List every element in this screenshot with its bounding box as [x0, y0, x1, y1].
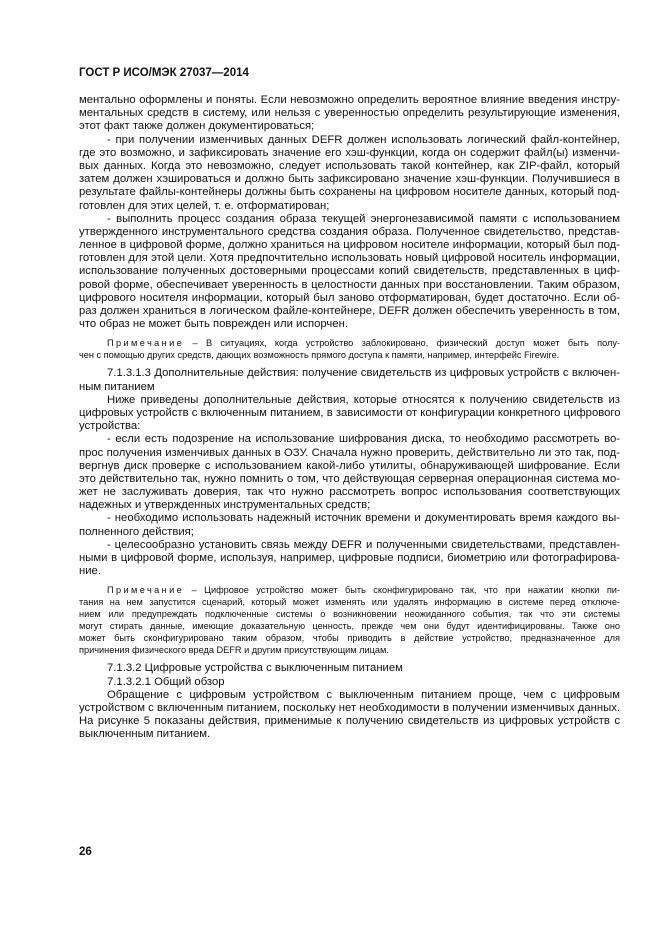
text-line: жет не заслуживать доверия, так что нужно рассмотреть вопрос использования соответствующих — [79, 486, 620, 499]
text-line: - выполнить процесс создания образа текущей энергонезависимой памяти с использованием — [107, 212, 620, 225]
text-line: затем должен хэшироваться и должно быть зафиксировано значение хэш-функции. Получившиеся в — [79, 173, 620, 186]
paragraph — [79, 676, 620, 689]
paragraph — [79, 512, 620, 538]
text-line: 7.1.3.2.1 Общий обзор — [107, 675, 225, 688]
paragraph — [79, 394, 620, 434]
text-line: - необходимо использовать надежный источник времени и документировать время каждого вы- — [107, 512, 620, 525]
text-line: вергнув диск проверке с использованием какой-либо утилиты, обнаруживающей шифрование. Если — [79, 459, 620, 472]
note-paragraph — [79, 584, 620, 656]
text-line: - при получении изменчивых данных DEFR должен использовать логический файл-контейнер, — [107, 133, 620, 146]
text-line: ными в цифровой форме, используя, например, цифровые подписи, биометрию или фотографирова- — [79, 552, 620, 564]
note-label: Примечание — [107, 585, 185, 596]
text-line: нием или предупреждать подключенные системы о возникновении неожиданного события, так что эти системы — [79, 609, 620, 620]
note-text: – Цифровое устройство может быть сконфигурировано так, что при нажатии кнопки пи- — [184, 585, 620, 596]
text-line — [79, 584, 620, 596]
text-line: причинения физического вреда DEFR и другим присутствующим лицам. — [79, 645, 389, 656]
text-line: ровой форме, обеспечивает уверенность в целостности данных при восстановлении. Таким образом, — [79, 278, 620, 291]
document-header: ГОСТ Р ИСО/МЭК 27037—2014 — [79, 67, 249, 79]
text-line: где это возможно, и зафиксировать значение его хэш-функции, когда он содержит файл(ы) изменчи- — [79, 146, 620, 159]
text-line: - целесообразно установить связь между DEFR и полученными свидетельствами, представлен- — [107, 538, 620, 551]
text-line: использование полученных достоверными процессами копий свидетельств, представленных в циф- — [79, 265, 620, 278]
text-line: утвержденного инструментального средства создания образа. Полученное свидетельство, представ- — [79, 225, 620, 238]
text-line: 7.1.3.1.3 Дополнительные действия: получение свидетельств из цифровых устройств с включен- — [107, 367, 620, 380]
text-line: вых данных. Когда это невозможно, следует использовать такой контейнер, как ZIP-файл, который — [79, 159, 620, 172]
text-line: устройством с включенным питанием, поскольку нет необходимости в получении изменчивых данных. — [79, 701, 620, 714]
text-line: это действительно так, нужно помнить о том, что действующая серверная операционная система мо- — [79, 472, 620, 485]
text-line: раз должен храниться в логическом файле-контейнере, DEFR должен обеспечить уверенность в том, — [79, 305, 620, 317]
text-line: ние. — [79, 565, 101, 578]
text-line: результате файлы-контейнеры должны быть сохранены на цифровом носителе данных, который под- — [79, 186, 620, 199]
paragraph — [79, 367, 620, 393]
paragraph — [79, 662, 620, 675]
text-line: тания на нем запустится сценарий, который может изменять или удалять информацию в системе перед отключе- — [79, 597, 620, 608]
paragraph — [79, 94, 620, 134]
text-line: выключенным питанием. — [79, 728, 211, 741]
paragraph — [79, 213, 620, 332]
text-line: 7.1.3.2 Цифровые устройства с выключенным питанием — [107, 662, 403, 675]
text-line: устройства: — [79, 420, 141, 433]
text-line: чен с помощью других средств, дающих возможность прямого доступа к памяти, например, интерфейс Firewire. — [79, 350, 560, 361]
page-number: 26 — [79, 846, 92, 858]
text-line: могут стирать данные, имеющие доказательную ценность, прежде чем они будут идентифицированы. Также оно — [79, 621, 620, 632]
text-line — [79, 337, 620, 349]
text-line: ным питанием — [79, 380, 155, 393]
paragraph — [79, 539, 620, 579]
note-paragraph — [79, 337, 620, 361]
text-line: цифровых устройств с включенным питанием, в зависимости от конфигурации конкретного цифрового — [79, 406, 621, 419]
paragraph — [79, 134, 620, 213]
text-line: готовлен для этих целей, т. е. отформатирован; — [79, 199, 330, 212]
text-line: Ниже приведены дополнительные действия, которые относятся к получению свидетельств из — [107, 393, 620, 406]
text-line: ментально оформлены и поняты. Если невозможно определить вероятное влияние введения инстру- — [79, 94, 620, 106]
document-body — [79, 94, 620, 742]
text-line: На рисунке 5 показаны действия, применимые к получению свидетельств из цифровых устройств с — [79, 715, 620, 728]
text-line: цифрового носителя информации, который был заново отформатирован, будет достаточно. Если об- — [79, 291, 620, 304]
text-line: ленное в цифровой форме, должно храниться на цифровом носителе информации, который был под- — [79, 239, 620, 252]
text-line: полненного действия; — [79, 525, 194, 538]
text-line: Обращение с цифровым устройством с выключенным питанием проще, чем с цифровым — [107, 688, 620, 701]
paragraph — [79, 689, 620, 742]
text-line: надежных и утвержденных инструментальных средств; — [79, 499, 371, 512]
text-line: может быть сконфигурировано таким образом, чтобы приводить в действие устройство, предназначенное для — [79, 633, 620, 644]
note-text: – В ситуациях, когда устройство заблокировано, физический доступ может быть полу- — [184, 338, 620, 349]
note-label: Примечание — [107, 338, 185, 349]
text-line: этот факт также должен документироваться; — [79, 120, 315, 133]
text-line: готовлен для этой цели. Хотя предпочтительно использовать новый цифровой носитель информации, — [79, 252, 620, 265]
text-line: что образ не может быть поврежден или испорчен. — [79, 318, 348, 331]
text-line: ментальных средств в систему, или нельзя с уверенностью определить результирующие изменения, — [79, 107, 620, 120]
paragraph — [79, 433, 620, 512]
text-line: - если есть подозрение на использование шифрования диска, то необходимо рассмотреть во- — [107, 433, 620, 446]
text-line: прос получения изменчивых данных в ОЗУ. Сначала нужно проверить, действительно ли это так, под- — [79, 446, 620, 459]
